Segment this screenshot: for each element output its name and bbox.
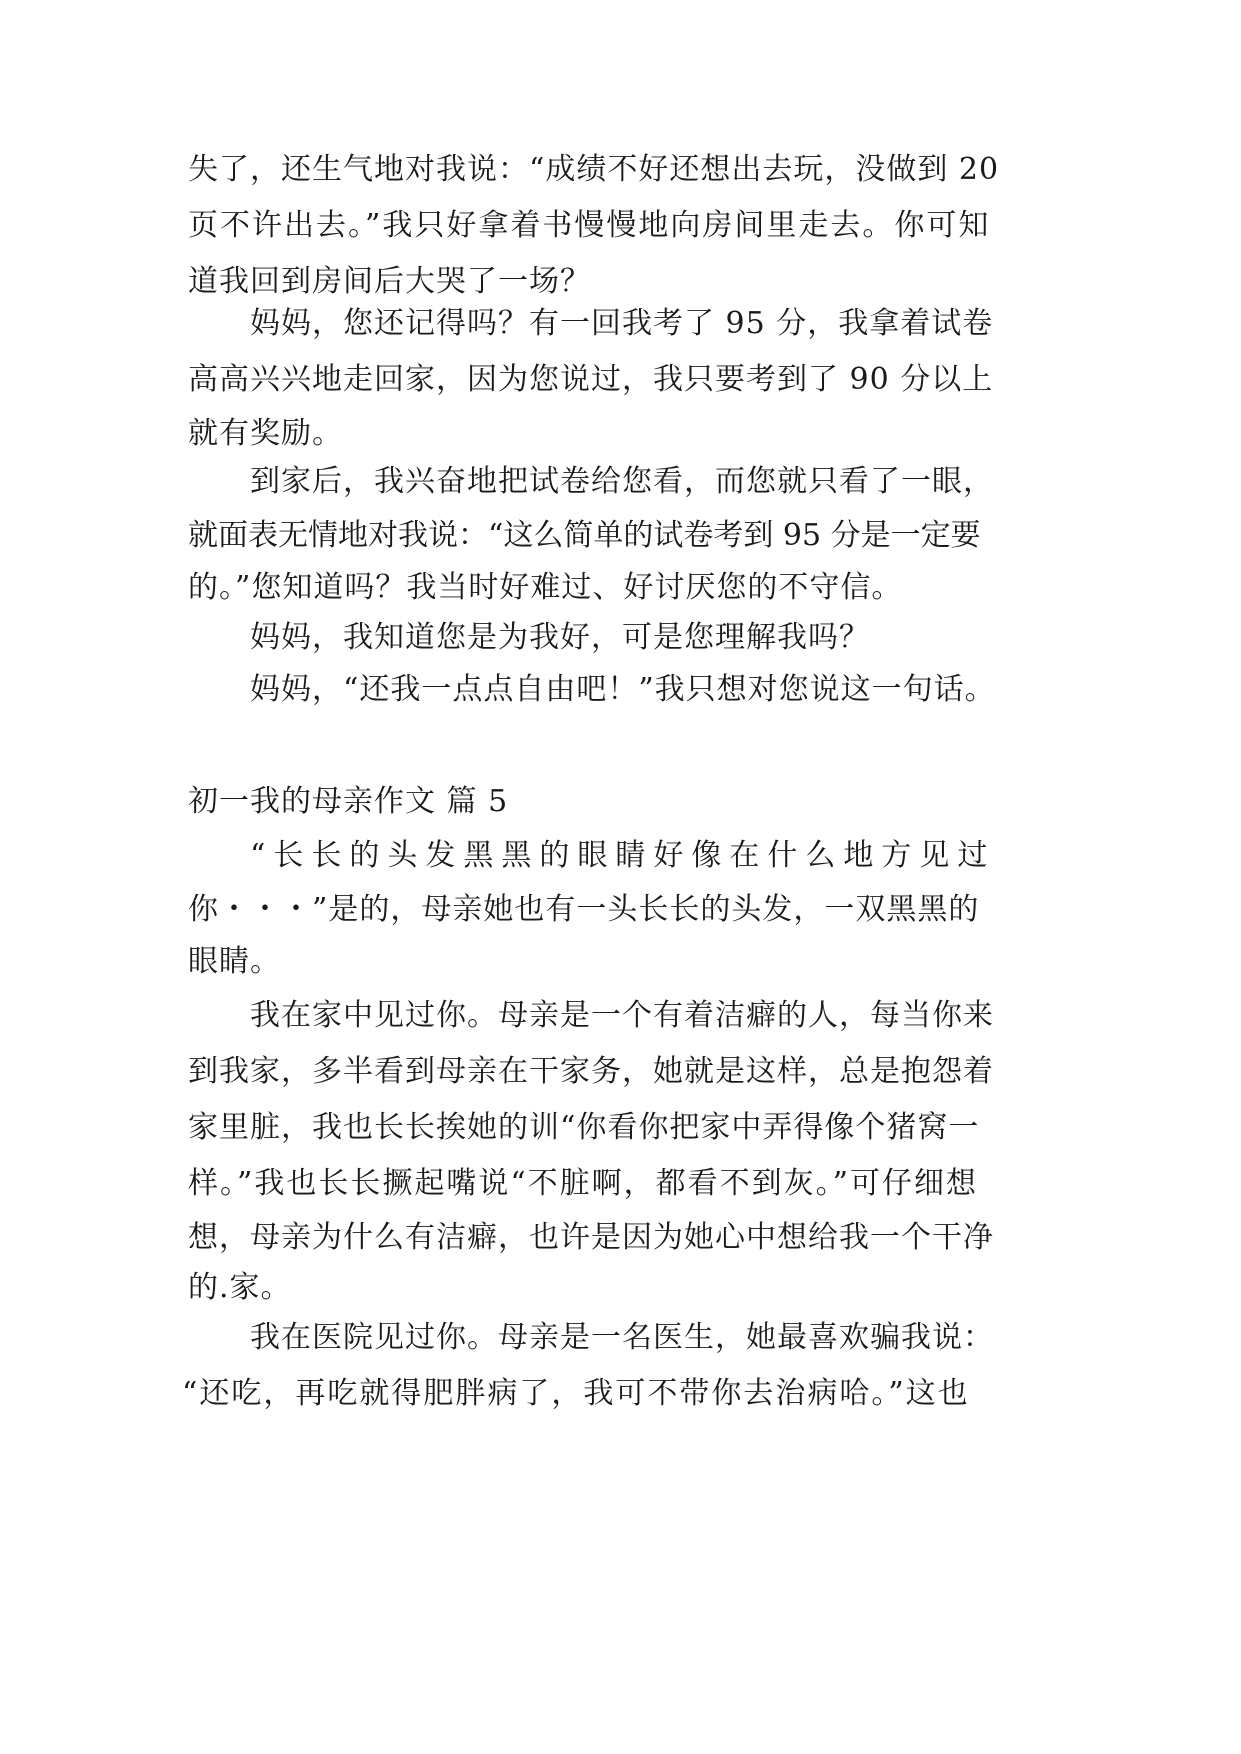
- paragraph-line: 我在医院见过你。母亲是一名医生，她最喜欢骗我说：: [250, 1320, 994, 1355]
- paragraph-line: 的.家。: [188, 1270, 292, 1305]
- paragraph-line: 道我回到房间后大哭了一场？: [188, 264, 591, 299]
- section-heading: 初一我的母亲作文 篇 5: [188, 784, 509, 819]
- paragraph-line: 眼睛。: [188, 944, 281, 979]
- paragraph-line: 页不许出去。”我只好拿着书慢慢地向房间里走去。你可知: [188, 208, 991, 243]
- paragraph-line: “还吃，再吃就得肥胖病了，我可不带你去治病哈。”这也: [182, 1376, 970, 1411]
- paragraph-line: 妈妈，我知道您是为我好，可是您理解我吗？: [250, 620, 870, 655]
- paragraph-line: 就面表无情地对我说：“这么简单的试卷考到 95 分是一定要: [188, 518, 981, 553]
- paragraph-line: 到我家，多半看到母亲在干家务，她就是这样，总是抱怨着: [188, 1054, 994, 1089]
- paragraph-line: 高高兴兴地走回家，因为您说过，我只要考到了 90 分以上: [188, 362, 994, 397]
- paragraph-line: 家里脏，我也长长挨她的训“你看你把家中弄得像个猪窝一: [188, 1110, 980, 1145]
- paragraph-line: 到家后，我兴奋地把试卷给您看，而您就只看了一眼，: [250, 464, 994, 499]
- paragraph-line: 想，母亲为什么有洁癖，也许是因为她心中想给我一个干净: [188, 1220, 994, 1255]
- paragraph-line: 就有奖励。: [188, 416, 343, 451]
- paragraph-line: 我在家中见过你。母亲是一个有着洁癖的人，每当你来: [250, 998, 994, 1033]
- paragraph-line: 妈妈，“还我一点点自由吧！”我只想对您说这一句话。: [250, 672, 996, 707]
- paragraph-line: 样。”我也长长撅起嘴说“不脏啊，都看不到灰。”可仔细想: [188, 1166, 979, 1201]
- paragraph-line: 妈妈，您还记得吗？有一回我考了 95 分，我拿着试卷: [250, 306, 994, 341]
- paragraph-line: 的。”您知道吗？我当时好难过、好讨厌您的不守信。: [188, 570, 903, 605]
- paragraph-line: “长长的头发黑黑的眼睛好像在什么地方见过: [250, 838, 996, 873]
- paragraph-line: 失了，还生气地对我说：“成绩不好还想出去玩，没做到 20: [188, 152, 1000, 187]
- paragraph-line: 你・・・”是的，母亲她也有一头长长的头发，一双黑黑的: [188, 892, 980, 927]
